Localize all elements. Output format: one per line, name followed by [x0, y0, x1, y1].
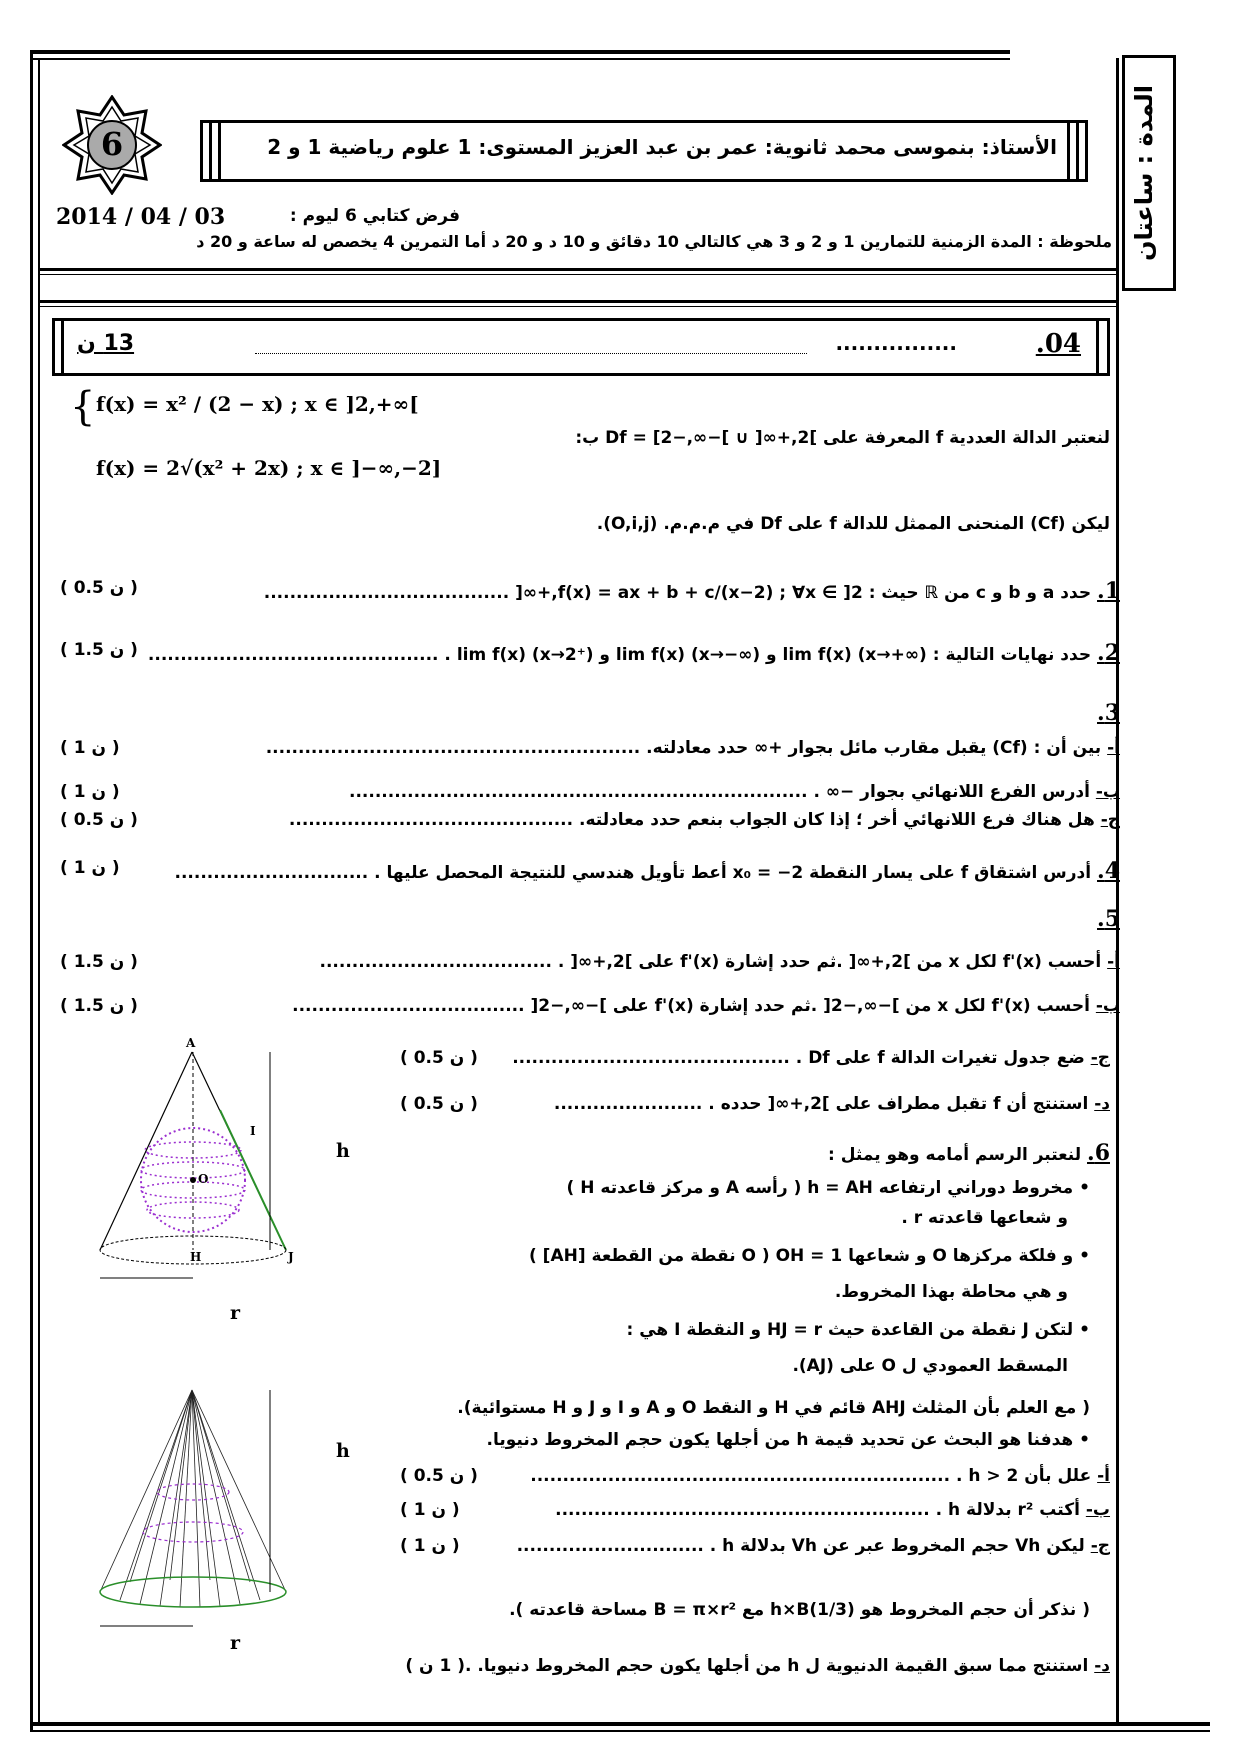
q6-intro: 6. لنعتبر الرسم أمامه وهو يمثل : — [828, 1140, 1110, 1166]
separator-thin — [40, 274, 1116, 275]
label-i: I — [250, 1124, 256, 1138]
question-3c: ج- هل هناك فرع اللانهائي أخر ؛ إذا كان الجواب بنعم حدد معادلته. ............................................ ( 0.5 ن ) — [60, 810, 1120, 830]
timing-note: ملحوظة : المدة الزمنية للتمارين 1 و 2 و 3 هي كالتالي 10 دقائق و 10 د و 20 د أما التمرين 4 يخصص له ساعة و 20 د — [196, 232, 1112, 251]
top-border-inner — [30, 58, 1010, 60]
exercise-dots: ................ — [835, 331, 957, 355]
teacher-line: الأستاذ: بنموسى محمد ثانوية: عمر بن عبد العزيز المستوى: 1 علوم رياضية 1 و 2 — [267, 135, 1057, 159]
question-3b: ب- أدرس الفرع اللانهائي بجوار −∞ . ....................................................................... ( 1 ن ) — [60, 782, 1120, 802]
question-2: 2. حدد نهايات التالية : lim f(x) (x→+∞) و lim f(x) (x→−∞) و lim f(x) (x→2⁺) . ............................................. ( 1.5 ن ) — [60, 640, 1120, 666]
top-border — [30, 50, 1010, 54]
duration-box — [1122, 55, 1176, 291]
question-5: 5. — [1097, 906, 1120, 932]
label-height-2: h — [336, 1440, 350, 1462]
q6-note: ( مع العلم بأن المثلث AHJ قائم في H و النقط O و A و I و J و H مستوائية). — [457, 1398, 1090, 1418]
label-h: H — [190, 1250, 202, 1264]
q6-a: أ- علل بأن h > 2 . ................................................................. ( 0.5 ن ) — [400, 1466, 1110, 1486]
label-j: J — [288, 1250, 294, 1264]
q6-c: ج- ليكن Vh حجم المخروط عبر عن Vh بدلالة h . ............................. ( 1 ن ) — [400, 1536, 1110, 1556]
bottom-border — [30, 1722, 1210, 1726]
question-5b: ب- أحسب f'(x) لكل x من ]−∞,−2[ .ثم حدد إشارة f'(x) على ]−∞,−2[ .................................... ( 1.5 ن ) — [60, 996, 1120, 1016]
label-o: O — [198, 1172, 209, 1186]
separator — [40, 268, 1116, 271]
question-5d: د- استنتج أن f تقبل مطراف على ]2,+∞[ حدده . ....................... ( 0.5 ن ) — [400, 1094, 1110, 1114]
q6-d: د- استنتج مما سبق القيمة الدنيوية ل h من أجلها يكون حجم المخروط دنيويا. .( 1 ن ) — [405, 1656, 1110, 1676]
piece-2: f(x) = 2√(x² + 2x) ; x ∈ ]−∞,−2] — [96, 456, 442, 480]
intro-line2: ليكن (Cf) المنحنى الممثل للدالة f على Df في م.م.م. (O,i,j). — [596, 514, 1110, 534]
question-3a: أ- بين أن : (Cf) يقبل مقارب مائل بجوار +∞ حدد معادلته. .......................................................... ( 1 ن ) — [60, 738, 1120, 758]
q6-bullet1a: • مخروط دوراني ارتفاعه h = AH ( رأسه A و مركز قاعدته H ) — [566, 1178, 1090, 1198]
exercise-points: 13 ن — [77, 331, 135, 356]
label-radius-1: r — [230, 1302, 241, 1324]
badge-number: 6 — [100, 125, 124, 163]
exam-date: 2014 / 04 / 03 — [56, 204, 226, 230]
piece-1: f(x) = x² / (2 − x) ; x ∈ ]2,+∞[ — [96, 392, 419, 416]
question-5c: ج- ضع جدول تغيرات الدالة f على Df . ........................................... ( 0.5 ن ) — [400, 1048, 1110, 1068]
exercise-header — [52, 318, 1110, 376]
badge — [62, 95, 162, 195]
q6-bullet1b: و شعاعها قاعدته r . — [901, 1208, 1068, 1228]
q6-b: ب- أكتب r² بدلالة h . .......................................................... ( 1 ن ) — [400, 1500, 1110, 1520]
q6-bullet3a: • لتكن J نقطة من القاعدة حيث HJ = r و النقطة I هي : — [626, 1320, 1090, 1340]
question-1: 1. حدد a و b و c من ℝ حيث : f(x) = ax + b + c/(x−2) ; ∀x ∈ ]2,+∞[ ...................................... ( 0.5 ن ) — [60, 578, 1120, 604]
cone-lines-diagram — [80, 1382, 340, 1632]
label-height-1: h — [336, 1140, 350, 1162]
q6-bullet2b: و هي محاطة بهذا المخروط. — [834, 1282, 1068, 1302]
question-5a: أ- أحسب f'(x) لكل x من ]2,+∞[ .ثم حدد إشارة f'(x) على ]2,+∞[ . .................................... ( 1.5 ن ) — [60, 952, 1120, 972]
q6-bullet2a: • و فلكة مركزها O و شعاعها OH = 1 ( O نقطة من القطعة [AH] ) — [528, 1246, 1090, 1266]
duration-label: المدة : ساعتان — [1130, 85, 1158, 261]
teacher-box — [200, 120, 1088, 182]
question-3: 3. — [1097, 700, 1120, 726]
separator-2-thin — [40, 306, 1116, 307]
question-4: 4. أدرس اشتقاق f على يسار النقطة x₀ = −2 أعط تأويل هندسي للنتيجة المحصل عليها . .............................. ( 1 ن ) — [60, 858, 1120, 884]
separator-2 — [40, 300, 1116, 303]
q6-bullet3b: المسقط العمودي ل O على (AJ). — [792, 1356, 1068, 1376]
cone-sphere-diagram — [80, 1040, 340, 1280]
intro-line1: لنعتبر الدالة العددية f المعرفة على ]2,+∞[ ∪ ]−∞,−2] = Df ب: — [575, 428, 1110, 448]
bottom-border-inner — [30, 1730, 1210, 1732]
exam-title: فرض كتابي 6 ليوم : — [289, 206, 460, 226]
q6-goal: • هدفنا هو البحث عن تحديد قيمة h من أجلها يكون حجم المخروط دنيويا. — [486, 1430, 1090, 1450]
left-border-inner — [38, 58, 40, 1726]
q6-c-note: ( نذكر أن حجم المخروط هو (1/3)h×B مع B = π×r² مساحة قاعدته ). — [509, 1600, 1090, 1620]
exercise-number: .04 — [1035, 329, 1081, 359]
right-border — [1116, 58, 1119, 1726]
label-radius-2: r — [230, 1632, 241, 1654]
left-border — [30, 50, 33, 1732]
label-a: A — [186, 1036, 196, 1050]
